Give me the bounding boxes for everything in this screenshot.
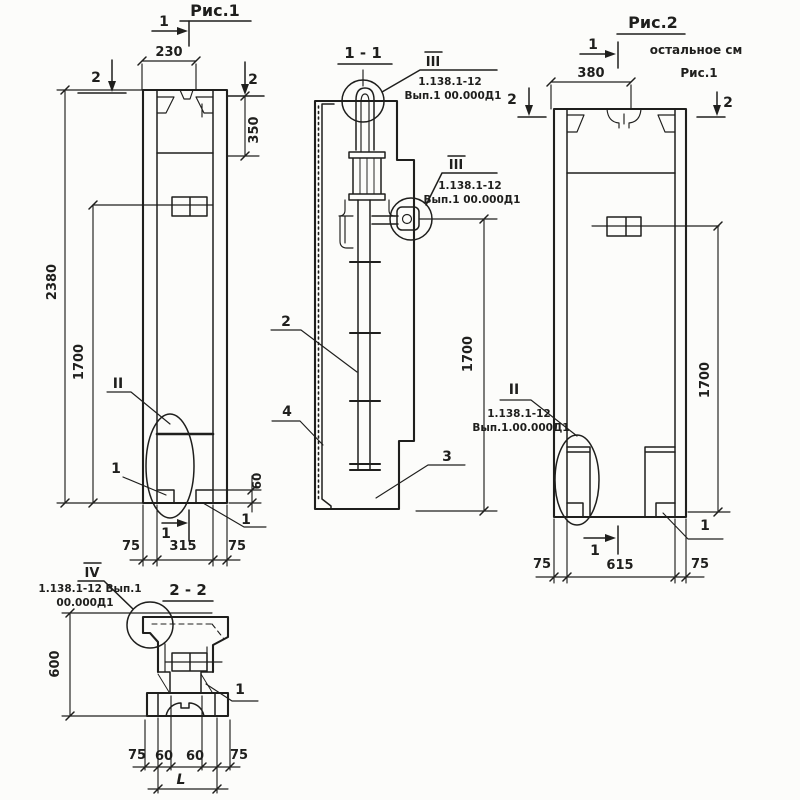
fig2-title: Рис.2 <box>628 13 678 32</box>
s11-loop-outer <box>356 88 374 150</box>
fig1-dim-75l: 75 <box>121 539 141 554</box>
s22-flange-outline <box>143 617 228 672</box>
fig1-panel-inner-edges <box>157 90 213 503</box>
fig2-cut2-left-line <box>518 88 546 117</box>
s11-callout-mid-ref1: 1.138.1-12 <box>438 180 502 192</box>
fig2-cut1-top-label: 1 <box>588 37 598 53</box>
fig2-cut2-left-arrow <box>525 105 533 116</box>
s22-hidden-lines <box>152 624 224 639</box>
s11-part2-label: 2 <box>281 314 291 330</box>
s11-part3-label: 3 <box>442 449 452 465</box>
fig1-callout-II-leader <box>107 392 170 424</box>
s11-callout-mid-numeral: III <box>448 158 464 173</box>
fig2-cut1-top-arrow <box>605 50 616 58</box>
fig1-part-right-label: 1 <box>241 512 251 528</box>
fig1-cut2-right-label: 2 <box>248 72 258 88</box>
fig2-cut2-right-line <box>697 92 725 117</box>
fig2-dim-380: 380 <box>577 66 605 81</box>
fig2-callout-ref1: 1.138.1-12 <box>487 408 551 420</box>
s11-loop-inner <box>361 70 369 152</box>
view-section-2-2 <box>38 563 258 793</box>
s11-dim-1700: 1700 <box>461 335 476 373</box>
fig1-dim-230: 230 <box>155 45 183 60</box>
fig2-cut2-left-label: 2 <box>507 92 517 108</box>
fig2-callout-II: II <box>508 382 520 398</box>
fig1-cut1-bottom-arrow <box>177 519 188 527</box>
fig2-panel-outline <box>554 109 686 517</box>
s11-callout-top-ref2: Вып.1 00.000Д1 <box>404 90 502 102</box>
fig1-part-left-label: 1 <box>111 461 121 477</box>
s22-side-notch-hatch <box>158 674 212 692</box>
s11-callout-top-numeral: III <box>425 55 441 70</box>
fig1-dim-2380-lines <box>57 90 142 503</box>
s22-detail-circle <box>127 602 173 648</box>
s22-base-recess-arc <box>166 703 204 716</box>
fig2-panel-inner-edges <box>567 109 675 517</box>
s22-side-notches <box>158 672 213 693</box>
fig2-dim-380-lines <box>551 82 631 109</box>
s11-strip-edge <box>322 104 334 509</box>
s22-dim-60l: 60 <box>154 749 174 764</box>
fig1-title: Рис.1 <box>190 1 240 20</box>
s22-callout-numeral: IV <box>84 566 100 581</box>
s22-dim-600: 600 <box>48 650 63 678</box>
fig1-dim-75r: 75 <box>227 539 247 554</box>
view-fig2 <box>472 13 742 583</box>
fig1-cut1-top-arrow <box>177 27 188 35</box>
s11-part3-leader <box>376 465 465 498</box>
fig2-callout-ref2: Вып.1.00.000Д1 <box>472 422 570 434</box>
s11-callout-mid-ref2: Вып.1 00.000Д1 <box>423 194 521 206</box>
s11-bracket-hatch <box>360 158 374 194</box>
s22-base-outline <box>147 693 228 716</box>
s11-part4-label: 4 <box>282 404 292 420</box>
fig2-cut1-bottom-line <box>584 526 618 554</box>
fig1-dim-2380: 2380 <box>45 263 60 301</box>
fig2-detail-oval <box>555 435 599 525</box>
s11-dim-1700-lines <box>416 219 497 511</box>
s11-rod <box>358 200 370 470</box>
fig2-cut2-right-arrow <box>713 105 721 116</box>
fig1-bottom-notches <box>157 490 213 503</box>
s11-outline <box>315 101 414 509</box>
fig2-part-label: 1 <box>700 518 710 534</box>
fig1-cut2-left-line <box>78 60 126 93</box>
fig2-top-recesses <box>567 109 675 132</box>
view-fig1 <box>45 1 266 566</box>
s22-part-label: 1 <box>235 682 245 698</box>
s11-rod-rungs <box>350 262 380 470</box>
fig1-lifting-plate <box>172 197 207 216</box>
s22-dim-75r: 75 <box>229 748 249 763</box>
fig2-dim-ticks <box>547 78 722 581</box>
fig1-dim-60: 60 <box>250 472 264 490</box>
fig2-dim-1700: 1700 <box>698 361 713 399</box>
fig1-dim-1700: 1700 <box>72 343 87 381</box>
s11-callout-top-ref1: 1.138.1-12 <box>418 76 482 88</box>
fig2-dim-75r: 75 <box>690 557 710 572</box>
fig2-note-line2: Рис.1 <box>680 66 718 80</box>
s11-title: 1 - 1 <box>344 44 382 62</box>
fig1-panel-outline <box>143 90 227 503</box>
s11-anchor-end <box>397 207 419 230</box>
fig1-cut1-top-line <box>152 21 189 46</box>
fig1-cut2-left-label: 2 <box>91 70 101 86</box>
fig2-cut2-right-label: 2 <box>723 95 733 111</box>
s22-dim-ticks <box>66 609 234 793</box>
fig1-top-recesses <box>157 90 213 117</box>
fig1-dim-350: 350 <box>247 116 262 144</box>
fig2-cut1-bottom-label: 1 <box>590 543 600 559</box>
fig1-cut1-bottom-label: 1 <box>161 526 171 542</box>
fig1-part-left-leader <box>123 477 166 495</box>
fig1-dim-230-lines <box>142 61 196 90</box>
s22-callout-ref1: 1.138.1-12 Вып.1 <box>38 583 142 595</box>
view-section-1-1 <box>271 44 520 515</box>
s11-cross-bar <box>372 216 398 224</box>
fig2-note-line1: остальное см <box>649 43 743 57</box>
s22-dim-60r: 60 <box>185 749 205 764</box>
fig2-bottom-notches <box>567 503 675 517</box>
s22-dim-75l: 75 <box>127 748 147 763</box>
fig1-cut1-top-label: 1 <box>159 14 169 30</box>
s11-bracket-hooks <box>339 200 395 216</box>
s22-title: 2 - 2 <box>169 581 207 599</box>
fig2-dim-75l: 75 <box>532 557 552 572</box>
s11-anchor-eye <box>403 215 412 224</box>
s22-callout-ref2: 00.000Д1 <box>56 597 114 609</box>
fig1-callout-II: II <box>112 376 124 392</box>
s11-side-hook <box>340 216 353 248</box>
fig2-cut1-bottom-arrow <box>605 534 616 542</box>
fig2-dim-615: 615 <box>606 558 634 573</box>
fig1-dim-315: 315 <box>169 539 197 554</box>
s22-dim-L: L <box>176 772 186 788</box>
